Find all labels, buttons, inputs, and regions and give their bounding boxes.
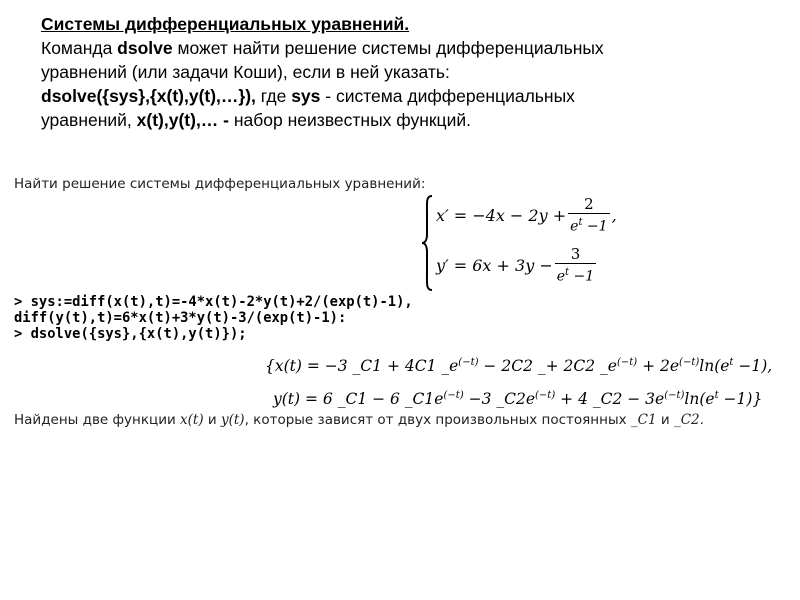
r1-exp-c: (−t)	[679, 357, 700, 368]
den-rest: −1	[569, 268, 595, 285]
code-line-1: > sys:=diff(x(t),t)=-4*x(t)-2*y(t)+2/(exp(t)-1),	[14, 294, 413, 310]
intro-line-1-pre: Команда	[41, 38, 118, 58]
unknown-functions: x(t),y(t),… -	[136, 110, 230, 130]
fraction-denominator	[568, 213, 609, 236]
intro-line-4	[41, 108, 701, 132]
r1-exp-a: (−t)	[458, 357, 479, 368]
r2-part-e: −1)}	[718, 390, 763, 409]
found-y: y(t)	[220, 412, 245, 428]
intro-line-2: уравнений (или задачи Коши), если в ней указать:	[41, 62, 450, 82]
r2-exp-b: (−t)	[535, 390, 556, 402]
found-c1: _C1	[630, 412, 657, 428]
found-and-2: и	[656, 412, 674, 428]
intro-line-4-post: набор неизвестных функций.	[229, 110, 471, 130]
result-line-1	[265, 348, 772, 381]
den-exponent: t	[578, 217, 583, 228]
found-pre: Найдены две функции	[14, 412, 181, 428]
r2-exp-d: t	[714, 390, 719, 402]
equation-2	[436, 246, 598, 286]
found-post: , которые зависят от двух произвольных постоянных	[244, 412, 631, 428]
den-base: e	[556, 268, 566, 285]
maple-output	[265, 348, 772, 414]
den-base: e	[570, 218, 579, 235]
found-x: x(t)	[180, 412, 204, 428]
equation-1-comma: ,	[611, 206, 617, 226]
r2-part-c: + 4 _C2 − 3e	[555, 390, 665, 409]
intro-line-3-post: - система дифференциальных	[320, 86, 575, 106]
equation-1	[436, 196, 617, 236]
equation-1-lhs: x′ = −4x − 2y +	[436, 206, 567, 226]
equation-2-fraction	[555, 246, 596, 286]
den-rest: −1	[582, 218, 608, 235]
sys-keyword: sys	[291, 86, 321, 106]
code-line-2: diff(y(t),t)=6*x(t)+3*y(t)-3/(exp(t)-1):	[14, 310, 347, 326]
r2-exp-c: (−t)	[664, 390, 685, 402]
equation-2-lhs: y′ = 6x + 3y −	[436, 256, 553, 276]
r1-exp-b: (−t)	[616, 357, 638, 368]
intro-line-3-mid: где	[255, 86, 292, 106]
found-c2: _C2	[673, 412, 700, 428]
r1-part-a: {x(t) = −3 _C1 + 4C1 _e	[265, 357, 459, 376]
fraction-numerator: 2	[584, 195, 594, 213]
intro-line-3	[41, 84, 701, 108]
equation-1-fraction	[568, 196, 609, 236]
fraction-denominator	[555, 263, 596, 286]
r1-part-c: + 2e	[637, 357, 680, 376]
r1-part-b: − 2C2 _+ 2C2 _e	[478, 357, 617, 376]
r2-part-d: ln(e	[684, 390, 715, 409]
left-brace-icon	[420, 194, 434, 292]
found-end: .	[699, 412, 704, 428]
code-line-3: > dsolve({sys},{x(t),y(t)});	[14, 326, 247, 342]
r2-part-a: y(t) = 6 _C1 − 6 _C1e	[273, 390, 444, 409]
r1-part-e: −1),	[733, 357, 773, 376]
r2-part-b: −3 _C2e	[463, 390, 536, 409]
intro-line-4-pre: уравнений,	[41, 110, 137, 130]
task-text: Найти решение системы дифференциальных уравнений:	[14, 176, 426, 192]
r1-part-d: ln(e	[699, 357, 730, 376]
den-exponent: t	[565, 267, 570, 278]
intro-line-1	[41, 36, 701, 60]
r2-exp-a: (−t)	[443, 390, 464, 402]
dsolve-syntax: dsolve({sys},{x(t),y(t),…}),	[41, 86, 256, 106]
intro-text	[41, 12, 701, 132]
conclusion-text	[14, 412, 704, 428]
maple-worksheet-screenshot	[14, 172, 794, 442]
section-heading: Системы дифференциальных уравнений.	[41, 14, 410, 34]
maple-input	[14, 294, 413, 342]
ode-system	[420, 194, 617, 294]
fraction-numerator: 3	[570, 245, 581, 263]
r1-exp-d: t	[729, 357, 734, 368]
intro-line-1-post: может найти решение системы дифференциальных	[172, 38, 604, 58]
found-and: и	[203, 412, 221, 428]
result-line-2	[265, 381, 772, 414]
dsolve-keyword: dsolve	[117, 38, 173, 58]
